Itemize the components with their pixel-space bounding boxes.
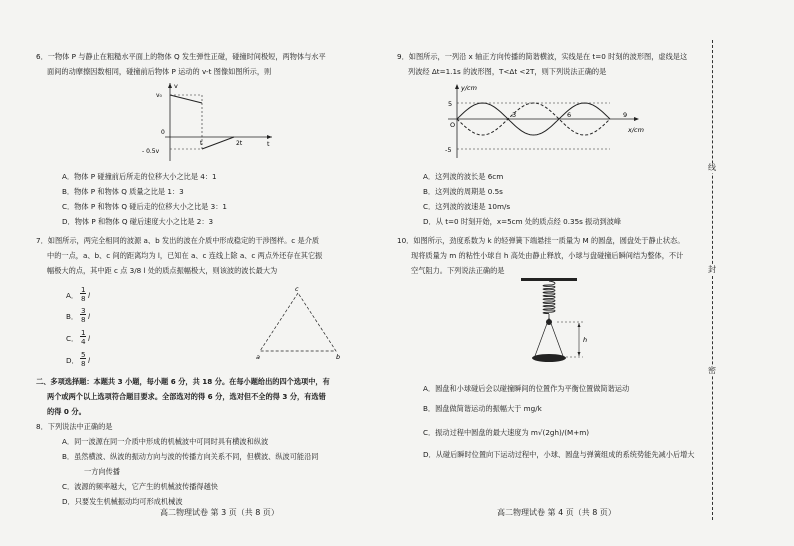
q9-label-neg5: -5: [445, 146, 452, 154]
q9-x6: 6: [567, 111, 572, 119]
q9-option-a: A．这列波的波长是 6cm: [423, 172, 504, 181]
section2-line1: 二、多项选择题：本题共 3 小题，每小题 6 分，共 18 分。在每小题给出的四个选项中，有: [36, 377, 330, 386]
q6-stem-line1: 6．一物体 P 与静止在粗糙水平面上的物体 Q 发生弹性正碰，碰撞时间极短，两物体与水平: [36, 52, 326, 61]
q9-axis-x: x/cm: [628, 126, 644, 134]
q8-stem: 8．下列说法中正确的是: [36, 422, 113, 431]
q10-option-d: D．从碰后瞬时位置向下运动过程中，小球、圆盘与弹簧组成的系统势能先减小后增大: [423, 450, 695, 459]
q8-option-a: A．同一波源在同一介质中形成的机械波中可同时具有横波和纵波: [62, 437, 269, 446]
q7-label-c: c: [295, 285, 299, 293]
q10-spring-diagram: [517, 278, 617, 373]
q6-axis-v: v: [174, 82, 178, 90]
q10-stem-line1: 10．如图所示，劲度系数为 k 的轻弹簧下端悬挂一质量为 M 的圆盘，圆盘处于静止状态。: [397, 236, 685, 245]
q6-stem-line2: 面间的动摩擦因数相同，碰撞前后物体 P 运动的 v-t 图像如图所示，则: [47, 67, 272, 76]
section2-line2: 两个或两个以上选项符合题目要求。全部选对的得 6 分，选对但不全的得 3 分，有选错: [47, 392, 326, 401]
q6-option-b: B．物体 P 和物体 Q 质量之比是 1：3: [62, 187, 184, 196]
q10-stem-line3: 空气阻力。下列说法正确的是: [411, 266, 505, 275]
q6-option-c: C．物体 P 和物体 Q 碰后走的位移大小之比是 3：1: [62, 202, 227, 211]
q9-option-c: C．这列波的波速是 10m/s: [423, 202, 511, 211]
q7-label-b: b: [336, 353, 341, 361]
section2-line3: 的得 0 分。: [47, 407, 86, 416]
binding-char-3: 密: [708, 366, 716, 375]
binding-dashed-line: [712, 40, 713, 520]
q9-option-b: B．这列波的周期是 0.5s: [423, 187, 503, 196]
q10-spring-coil: [543, 281, 555, 314]
q9-stem-line2: 列波经 Δt=1.1s 的波形图，T<Δt <2T，则下列说法正确的是: [408, 67, 607, 76]
q10-disk: [532, 354, 566, 362]
binding-char-2: 封: [708, 265, 716, 274]
q8-option-d: D．只要发生机械振动均可形成机械波: [62, 497, 183, 506]
q7-label-a: a: [256, 353, 260, 361]
q9-origin: O: [450, 121, 456, 129]
q6-option-a: A．物体 P 碰撞前后所走的位移大小之比是 4：1: [62, 172, 217, 181]
q9-option-d: D．从 t=0 时刻开始，x=5cm 处的质点经 0.35s 振动到波峰: [423, 217, 622, 226]
left-page: 6．一物体 P 与静止在粗糙水平面上的物体 Q 发生弹性正碰，碰撞时间极短，两物体与水平 面间的动摩擦因数相同，碰撞前后物体 P 运动的 v-t 图像如图所示，则 v t v₀ 0 - 0.5v t 2t A．物体 P 碰撞前后所走的位移大小之比是 4：1 B．物体 P 和物体 Q 质量之比是 1：3 C．物体 P 和物体 Q 碰后走的位移大小之比是 3：1 D．物体 P 和物体 Q 碰后速度大小之比是 2：3 7．如图所示，两完全相同的波源 a、b 发出的波在介质中形成稳定的干涉图样。c 是介质 中的一点，a、b、c 间的距离均为 l，已知在 a、c 连线上除 a、c 两点外还存在其它振 幅极大的点，其中距 c 点 3/8 l 处的质点振幅极大，则该波的波长最大为 A． 1 8 l B． 3 8 l C． 1 4 l D． 5 8 l c a b 二、多项选择题：本题共 3 小题，每小题 6 分，共 18 分。在每小题给出的四个选项中，有 两个或两个以上选项符合题目要求。全部选对的得 6 分，选对但不全的得 3 分，有选错 的得 0 分。 8．下列说法中正确的是 A．同一波源在同一介质中形成的机械波中可同时具有横波和纵波 B．虽然横波、纵波的振动方向与波的传播方向关系不同，但横波、纵波可能沿同 一方向传播 C．波源的频率越大，它产生的机械波传播得越快 D．只要发生机械振动均可形成机械波 高二物理试卷 第 3 页（共 8 页）: [0, 0, 397, 546]
footer-right: 高二物理试卷 第 4 页（共 8 页）: [497, 508, 616, 517]
q8-option-c: C．波源的频率越大，它产生的机械波传播得越快: [62, 482, 218, 491]
q10-option-b: B．圆盘做简谐运动的振幅大于 mg/k: [423, 404, 542, 413]
q6-option-d: D．物体 P 和物体 Q 碰后速度大小之比是 2：3: [62, 217, 214, 226]
binding-char-1: 线: [708, 163, 716, 172]
right-page: [397, 0, 794, 546]
q6-vt-graph: [140, 79, 280, 165]
q6-label-0: 0: [161, 129, 165, 136]
q10-label-h: h: [583, 336, 588, 344]
q9-stem-line1: 9．如图所示，一列沿 x 轴正方向传播的简谐横波，实线是在 t=0 时刻的波形图，虚线是这: [397, 52, 688, 61]
q6-label-neg: - 0.5v: [142, 148, 160, 155]
q7-triangle-diagram: [250, 283, 350, 363]
q7-stem-line2: 中的一点，a、b、c 间的距离均为 l，已知在 a、c 连线上除 a、c 两点外还存在其它振: [47, 251, 323, 260]
q7-stem-line1: 7．如图所示，两完全相同的波源 a、b 发出的波在介质中形成稳定的干涉图样。c 是介质: [36, 236, 320, 245]
q6-label-2t: 2t: [236, 140, 243, 147]
q10-ball: [546, 319, 552, 325]
q6-axis-t: t: [267, 140, 270, 148]
q9-axis-y: y/cm: [461, 84, 477, 92]
footer-left: 高二物理试卷 第 3 页（共 8 页）: [160, 508, 279, 517]
q8-option-b: B．虽然横波、纵波的振动方向与波的传播方向关系不同，但横波、纵波可能沿同: [62, 452, 319, 461]
q7-stem-line3: 幅极大的点，其中距 c 点 3/8 l 处的质点振幅极大，则该波的波长最大为: [47, 266, 278, 275]
q10-stem-line2: 现将质量为 m 的粘性小球自 h 高处由静止释放，小球与盘碰撞后瞬间结为整体，不计: [411, 251, 684, 260]
q9-x3: 3: [512, 111, 517, 119]
q9-label-5: 5: [448, 100, 453, 108]
q9-wave-graph: [442, 82, 647, 162]
q10-option-c: C．振动过程中圆盘的最大速度为 m√(2gh)/(M+m): [423, 428, 590, 437]
q6-label-v0: v₀: [156, 92, 162, 99]
q8-option-b-cont: 一方向传播: [84, 467, 120, 476]
q9-x9: 9: [623, 111, 628, 119]
q6-label-t: t: [200, 140, 203, 147]
q10-option-a: A．圆盘和小球碰后会以碰撞瞬间的位置作为平衡位置做简谐运动: [423, 384, 630, 393]
